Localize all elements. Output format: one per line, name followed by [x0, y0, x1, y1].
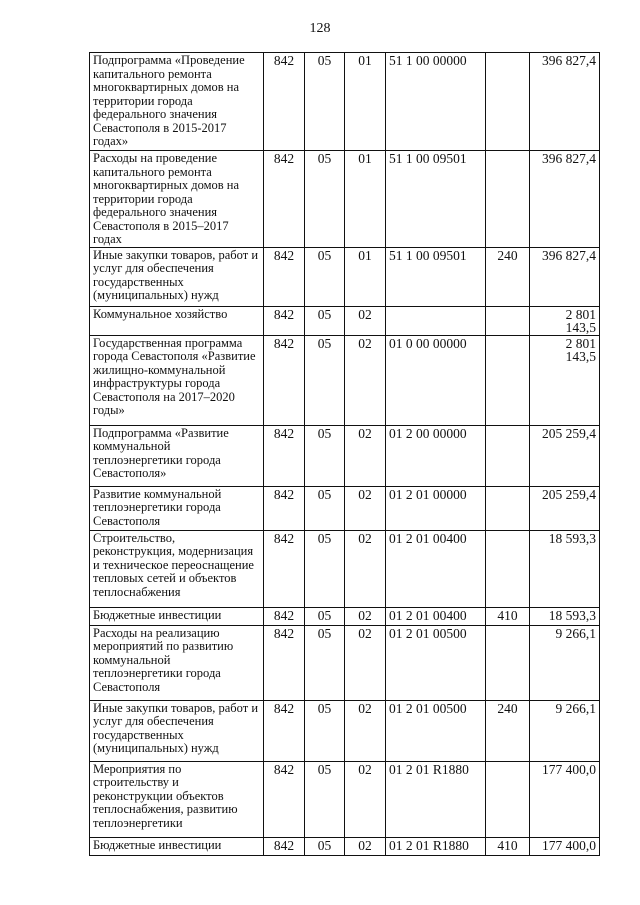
row-amount: 9 266,1 [530, 700, 600, 761]
row-section: 05 [305, 837, 345, 855]
table-row [90, 425, 600, 486]
row-expense-type [486, 425, 530, 486]
row-amount: 2 801 143,5 [530, 306, 600, 335]
row-section: 05 [305, 530, 345, 607]
row-expense-type: 240 [486, 700, 530, 761]
table-row [90, 607, 600, 625]
row-expense-type [486, 761, 530, 837]
row-grbs: 842 [264, 530, 305, 607]
row-subsection: 02 [345, 530, 386, 607]
row-grbs: 842 [264, 837, 305, 855]
row-target-item: 01 0 00 00000 [386, 335, 486, 425]
row-expense-type [486, 625, 530, 700]
row-expense-type: 240 [486, 247, 530, 306]
row-name: Мероприятия по строительству и реконструкции объектов теплоснабжения, развитию теплоэнергетики [90, 761, 264, 837]
row-amount: 205 259,4 [530, 486, 600, 530]
row-target-item: 51 1 00 00000 [386, 53, 486, 151]
row-target-item: 01 2 00 00000 [386, 425, 486, 486]
row-amount: 177 400,0 [530, 837, 600, 855]
row-grbs: 842 [264, 625, 305, 700]
row-grbs: 842 [264, 761, 305, 837]
table-row [90, 837, 600, 855]
row-target-item: 01 2 01 00400 [386, 530, 486, 607]
row-name: Бюджетные инвестиции [90, 837, 264, 855]
row-section: 05 [305, 247, 345, 306]
row-amount: 205 259,4 [530, 425, 600, 486]
row-section: 05 [305, 425, 345, 486]
table-row [90, 530, 600, 607]
row-amount: 2 801 143,5 [530, 335, 600, 425]
row-expense-type [486, 530, 530, 607]
row-name: Подпрограмма «Проведение капитального ремонта многоквартирных домов на территории города федерального значения Севастополя в 2015-2017 годах» [90, 53, 264, 151]
row-expense-type [486, 486, 530, 530]
row-grbs: 842 [264, 306, 305, 335]
row-expense-type [486, 53, 530, 151]
row-section: 05 [305, 700, 345, 761]
row-subsection: 01 [345, 151, 386, 248]
row-target-item [386, 306, 486, 335]
row-name: Бюджетные инвестиции [90, 607, 264, 625]
row-expense-type [486, 151, 530, 248]
row-subsection: 02 [345, 761, 386, 837]
row-subsection: 02 [345, 306, 386, 335]
row-expense-type [486, 306, 530, 335]
row-section: 05 [305, 335, 345, 425]
table-row [90, 151, 600, 248]
row-grbs: 842 [264, 247, 305, 306]
row-subsection: 01 [345, 53, 386, 151]
row-grbs: 842 [264, 486, 305, 530]
row-grbs: 842 [264, 151, 305, 248]
row-target-item: 51 1 00 09501 [386, 151, 486, 248]
row-amount: 18 593,3 [530, 607, 600, 625]
row-target-item: 01 2 01 00000 [386, 486, 486, 530]
table-row [90, 306, 600, 335]
row-grbs: 842 [264, 425, 305, 486]
table-row [90, 761, 600, 837]
row-amount: 18 593,3 [530, 530, 600, 607]
row-subsection: 02 [345, 700, 386, 761]
row-subsection: 02 [345, 335, 386, 425]
row-name: Развитие коммунальной теплоэнергетики города Севастополя [90, 486, 264, 530]
row-amount: 396 827,4 [530, 151, 600, 248]
row-target-item: 01 2 01 00500 [386, 625, 486, 700]
row-target-item: 01 2 01 R1880 [386, 837, 486, 855]
row-subsection: 02 [345, 625, 386, 700]
row-target-item: 01 2 01 00400 [386, 607, 486, 625]
table-row [90, 625, 600, 700]
row-grbs: 842 [264, 335, 305, 425]
row-subsection: 02 [345, 607, 386, 625]
row-name: Расходы на проведение капитального ремонта многоквартирных домов на территории города федерального значения Севастополя в 2015–2017 годах [90, 151, 264, 248]
page-number: 128 [309, 21, 331, 36]
row-name: Иные закупки товаров, работ и услуг для обеспечения государственных (муниципальных) нужд [90, 247, 264, 306]
row-section: 05 [305, 151, 345, 248]
row-name: Расходы на реализацию мероприятий по развитию коммунальной теплоэнергетики города Севастополя [90, 625, 264, 700]
row-section: 05 [305, 53, 345, 151]
table-row [90, 335, 600, 425]
row-subsection: 02 [345, 486, 386, 530]
row-grbs: 842 [264, 53, 305, 151]
row-grbs: 842 [264, 700, 305, 761]
row-target-item: 01 2 01 R1880 [386, 761, 486, 837]
row-section: 05 [305, 486, 345, 530]
row-subsection: 01 [345, 247, 386, 306]
row-amount: 396 827,4 [530, 53, 600, 151]
row-target-item: 01 2 01 00500 [386, 700, 486, 761]
row-expense-type: 410 [486, 607, 530, 625]
row-subsection: 02 [345, 425, 386, 486]
row-expense-type [486, 335, 530, 425]
table-row [90, 247, 600, 306]
row-section: 05 [305, 306, 345, 335]
row-name: Подпрограмма «Развитие коммунальной теплоэнергетики города Севастополя» [90, 425, 264, 486]
row-section: 05 [305, 607, 345, 625]
row-amount: 9 266,1 [530, 625, 600, 700]
table-row [90, 486, 600, 530]
table-row [90, 700, 600, 761]
table-row [90, 53, 600, 151]
row-section: 05 [305, 625, 345, 700]
row-amount: 177 400,0 [530, 761, 600, 837]
row-target-item: 51 1 00 09501 [386, 247, 486, 306]
row-name: Государственная программа города Севастополя «Развитие жилищно-коммунальной инфраструктуры города Севастополя на 2017–2020 годы» [90, 335, 264, 425]
row-grbs: 842 [264, 607, 305, 625]
row-name: Строительство, реконструкция, модернизация и техническое переоснащение тепловых сетей и объектов теплоснабжения [90, 530, 264, 607]
row-name: Коммунальное хозяйство [90, 306, 264, 335]
row-name: Иные закупки товаров, работ и услуг для обеспечения государственных (муниципальных) нужд [90, 700, 264, 761]
row-section: 05 [305, 761, 345, 837]
row-amount: 396 827,4 [530, 247, 600, 306]
row-subsection: 02 [345, 837, 386, 855]
row-expense-type: 410 [486, 837, 530, 855]
budget-table [89, 52, 600, 856]
